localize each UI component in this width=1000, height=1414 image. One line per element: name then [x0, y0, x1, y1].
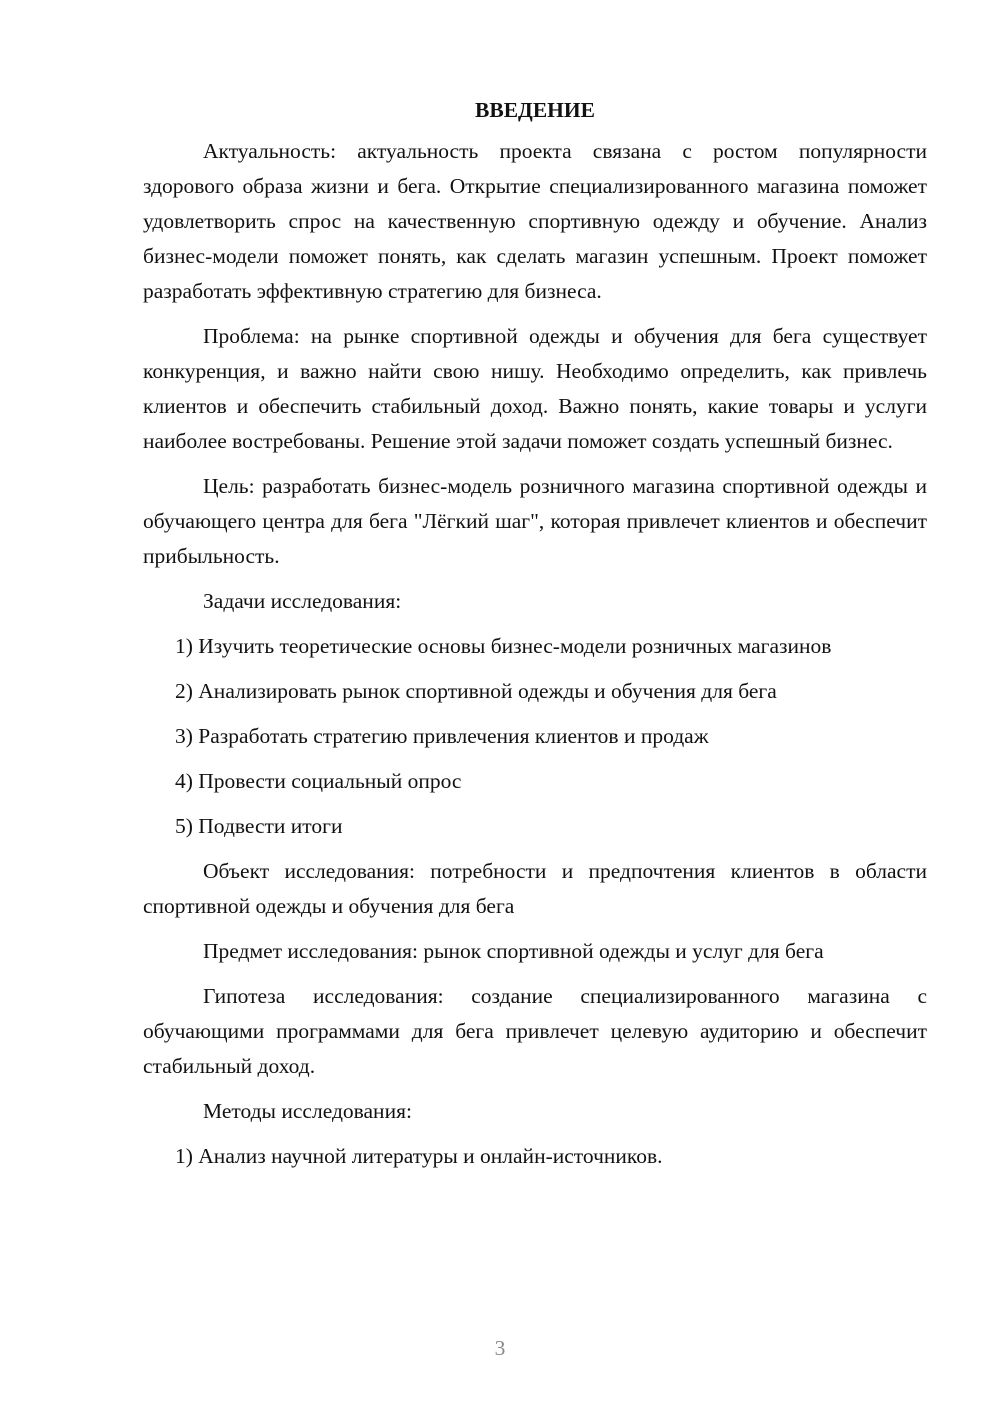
paragraph-relevance: Актуальность: актуальность проекта связана с ростом популярности здорового образа жизни и бега. Открытие специализированного магазина поможет удовлетворить спрос на качественную спортивную одежду и обучение. Анализ бизнес-модели поможет понять, как сделать магазин успешным. Проект поможет разработать эффективную стратегию для бизнеса. [143, 139, 927, 303]
tasks-heading: Задачи исследования: [203, 589, 402, 613]
section-title: ВВЕДЕНИЕ [475, 98, 595, 122]
paragraph-subject: Предмет исследования: рынок спортивной одежды и услуг для бега [203, 939, 824, 963]
methods-heading: Методы исследования: [203, 1099, 412, 1123]
page-number: 3 [494, 1336, 506, 1360]
task-item-5: 5) Подвести итоги [175, 814, 343, 838]
paragraph-hypothesis: Гипотеза исследования: создание специализированного магазина с обучающими программами для бега привлечет целевую аудиторию и обеспечит стабильный доход. [143, 984, 927, 1078]
method-item-1: 1) Анализ научной литературы и онлайн-источников. [175, 1144, 663, 1168]
paragraph-object: Объект исследования: потребности и предпочтения клиентов в области спортивной одежды и обучения для бега [143, 859, 927, 918]
task-item-3: 3) Разработать стратегию привлечения клиентов и продаж [175, 724, 709, 748]
task-item-1: 1) Изучить теоретические основы бизнес-модели розничных магазинов [175, 634, 832, 658]
task-item-2: 2) Анализировать рынок спортивной одежды и обучения для бега [175, 679, 777, 703]
page-content [143, 93, 927, 1174]
paragraph-goal: Цель: разработать бизнес-модель розничного магазина спортивной одежды и обучающего центра для бега "Лёгкий шаг", которая привлечет клиентов и обеспечит прибыльность. [143, 474, 927, 568]
paragraph-problem: Проблема: на рынке спортивной одежды и обучения для бега существует конкуренция, и важно найти свою нишу. Необходимо определить, как привлечь клиентов и обеспечить стабильный доход. Важно понять, какие товары и услуги наиболее востребованы. Решение этой задачи поможет создать успешный бизнес. [143, 324, 927, 453]
task-item-4: 4) Провести социальный опрос [175, 769, 462, 793]
